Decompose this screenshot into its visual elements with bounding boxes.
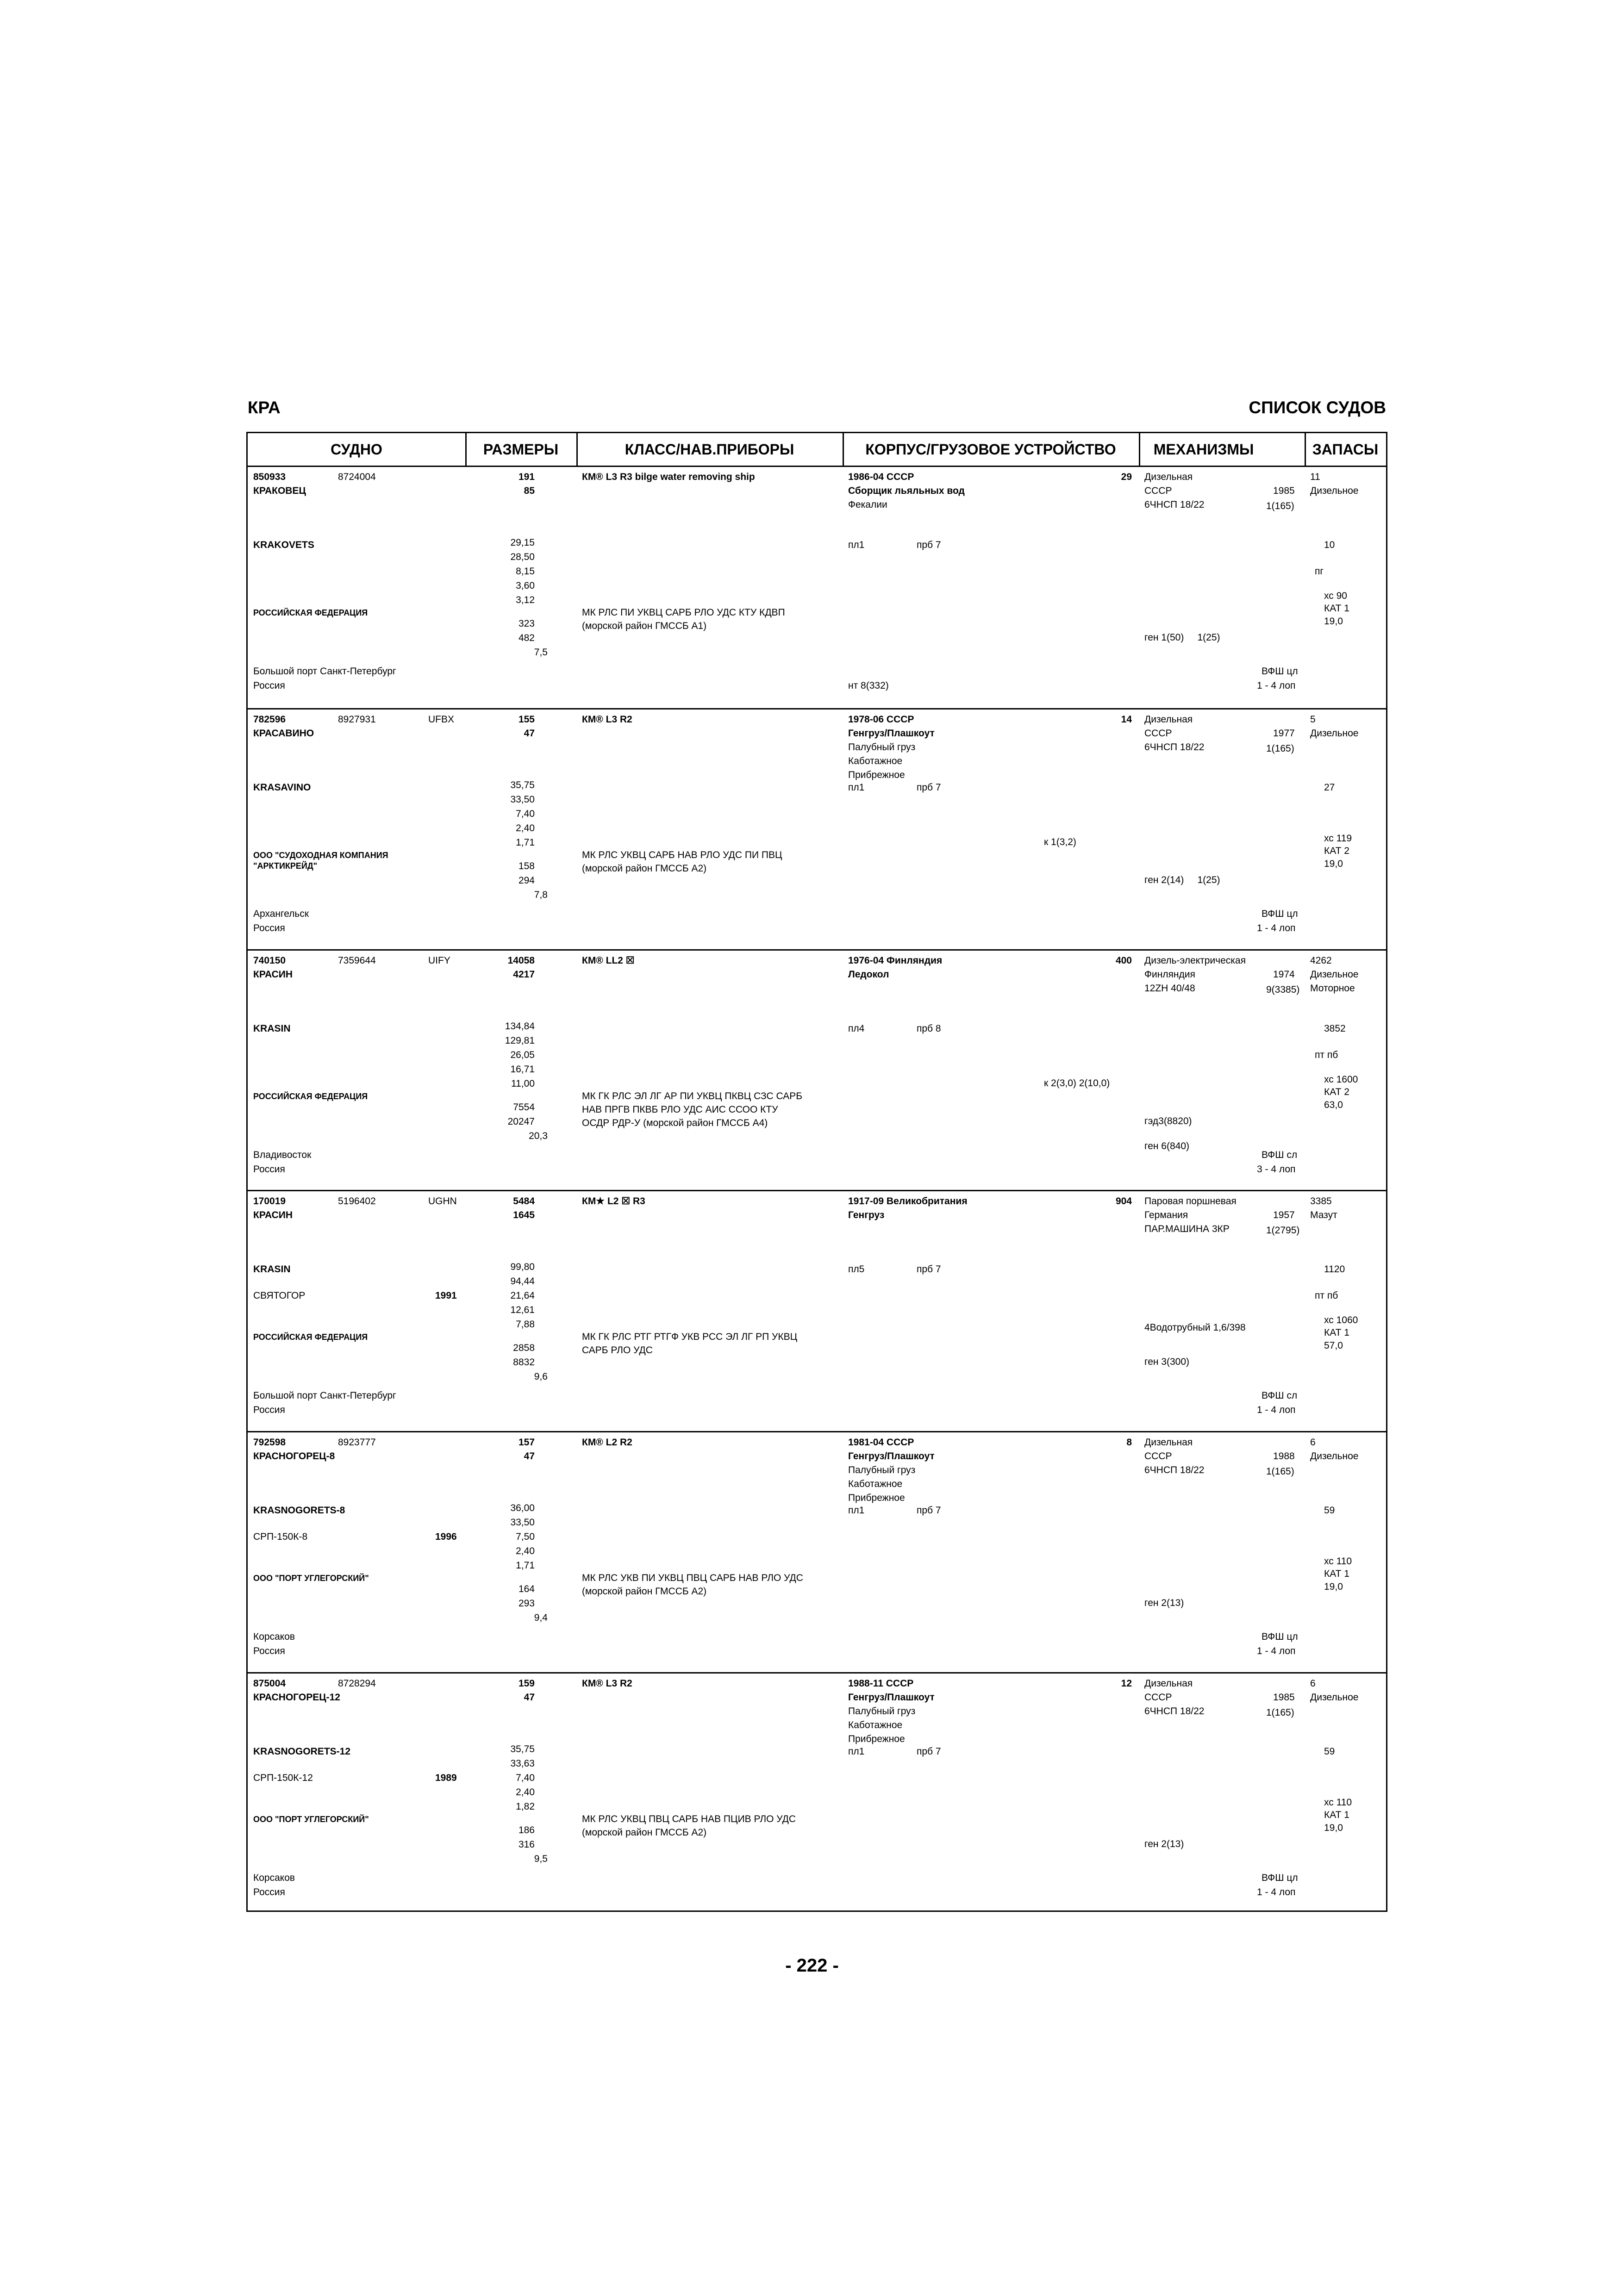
engine-type: Дизельная: [1144, 472, 1193, 482]
class-notation: КМ® L2 R2: [582, 1437, 632, 1448]
engine-year: 1977: [1273, 728, 1295, 739]
imo-number: 5196402: [338, 1196, 376, 1207]
navigation-equipment: МК РЛС ПИ УКВЦ САРБ РЛО УДС КТУ КДВП (морской район ГМССБ А1): [582, 607, 785, 631]
engine-count: 1(2795): [1266, 1225, 1300, 1236]
hold-count: пл1: [848, 1505, 865, 1516]
engine-type: Дизельная: [1144, 1678, 1193, 1689]
ship-name: КРАСИН: [253, 969, 293, 980]
build-year-country: 1981-04 СССР: [848, 1437, 914, 1448]
speed-hs: хс 1600: [1324, 1074, 1358, 1085]
ship-name: КРАСАВИНО: [253, 728, 314, 739]
dimension-value: 21,64: [510, 1290, 535, 1301]
home-port: Большой порт Санкт-Петербург: [253, 1390, 396, 1401]
tonnage-value: 20,3: [529, 1130, 548, 1141]
owner-name: ООО "ПОРТ УГЛЕГОРСКИЙ": [253, 1815, 369, 1824]
engine-model: 12ZH 40/48: [1144, 983, 1195, 994]
propellers: 1 - 4 лоп: [1257, 680, 1296, 691]
generators: ген 2(13): [1144, 1598, 1184, 1609]
engine-country: Финляндия: [1144, 969, 1195, 980]
stores-type: пг: [1315, 566, 1324, 577]
hull-feature: Палубный груз: [848, 1706, 916, 1717]
dimension-value: 129,81: [505, 1035, 535, 1046]
propellers: 3 - 4 лоп: [1257, 1164, 1296, 1175]
engine-country: СССР: [1144, 485, 1172, 496]
imo-number: 8927931: [338, 714, 376, 725]
dimension-value: 26,05: [510, 1049, 535, 1060]
ice-category: КАТ 2: [1324, 1086, 1349, 1097]
class-notation: КМ® L3 R2: [582, 714, 632, 725]
propulsion: ВФШ цл: [1262, 1631, 1298, 1643]
dimension-value: 7,50: [516, 1531, 535, 1543]
dimension-value: 1,82: [516, 1801, 535, 1812]
engine-country: СССР: [1144, 728, 1172, 739]
engine-type: Дизельная: [1144, 714, 1193, 725]
imo-number: 8728294: [338, 1678, 376, 1689]
ship-record: [248, 708, 1386, 949]
navigation-equipment: МК РЛС УКВ ПИ УКВЦ ПВЦ САРБ НАВ РЛО УДС (морской район ГМССБ А2): [582, 1573, 803, 1597]
stores-count: 11: [1310, 472, 1320, 482]
ship-name-latin: KRASNOGORETS-8: [253, 1505, 345, 1516]
flag-country: Россия: [253, 1164, 285, 1175]
hold-extra: прб 7: [917, 1264, 941, 1275]
tonnage-value: 158: [518, 860, 535, 871]
col-header-hull: КОРПУС/ГРУЗОВОЕ УСТРОЙСТВО: [865, 441, 1116, 458]
dimension-value: 36,00: [510, 1503, 535, 1514]
gross-tonnage: 191: [518, 472, 535, 482]
hull-type: Генгруз/Плашкоут: [848, 728, 935, 739]
hull-feature: Прибрежное: [848, 769, 905, 780]
net-tonnage: 1645: [513, 1210, 535, 1221]
owner-name-line2: "АРКТИКРЕЙД": [253, 861, 318, 871]
engine-count: 1(165): [1266, 1466, 1294, 1477]
hull-type: Сборщик льяльных вод: [848, 485, 965, 496]
build-year-country: 1917-09 Великобритания: [848, 1196, 968, 1207]
net-tonnage: 4217: [513, 969, 535, 980]
ship-record: [248, 949, 1386, 1190]
flag-country: Россия: [253, 680, 285, 691]
build-year-country: 1978-06 СССР: [848, 714, 914, 725]
tanks: нт 8(332): [848, 680, 889, 691]
dimension-value: 1,71: [516, 837, 535, 848]
dimension-value: 3,12: [516, 595, 535, 605]
dimension-value: 94,44: [510, 1276, 535, 1287]
class-notation: КМ® L3 R2: [582, 1678, 632, 1689]
hold-count: пл1: [848, 540, 865, 550]
reg-number: 875004: [253, 1678, 286, 1689]
reg-number: 792598: [253, 1437, 286, 1448]
stores-count: 6: [1310, 1678, 1316, 1689]
class-notation: КМ® LL2 ☒: [582, 955, 635, 966]
propellers: 1 - 4 лоп: [1257, 1646, 1296, 1657]
engine-model: 6ЧНСП 18/22: [1144, 741, 1205, 753]
home-port: Корсаков: [253, 1631, 295, 1643]
speed-value: 19,0: [1324, 1581, 1343, 1593]
generators: ген 2(13): [1144, 1839, 1184, 1849]
cargo-gear: к 2(3,0) 2(10,0): [1044, 1077, 1110, 1089]
engine-year: 1957: [1273, 1210, 1295, 1221]
ice-category: КАТ 1: [1324, 1810, 1349, 1820]
former-name: СРП-150К-8: [253, 1531, 308, 1543]
stores-value: 59: [1324, 1746, 1335, 1757]
dimension-value: 7,88: [516, 1319, 535, 1330]
ship-record: [248, 1190, 1386, 1431]
propellers: 1 - 4 лоп: [1257, 922, 1296, 933]
stores-fuel: Дизельное: [1310, 1451, 1359, 1462]
stores-fuel: Дизельное: [1310, 728, 1359, 739]
propulsion: ВФШ цл: [1262, 1873, 1298, 1883]
hull-type: Ледокол: [848, 969, 889, 980]
dimension-value: 2,40: [516, 822, 535, 834]
hold-count: пл1: [848, 1746, 865, 1757]
ship-name-latin: KRASIN: [253, 1264, 291, 1275]
ship-name: КРАСНОГОРЕЦ-8: [253, 1451, 335, 1462]
stores-fuel-2: Моторное: [1310, 983, 1355, 994]
engine-type: Дизельная: [1144, 1437, 1193, 1448]
hull-feature: Прибрежное: [848, 1734, 905, 1744]
engine-model: 6ЧНСП 18/22: [1144, 1465, 1205, 1476]
dimension-value: 2,40: [516, 1787, 535, 1798]
net-tonnage: 47: [524, 1692, 535, 1703]
engine-country: СССР: [1144, 1451, 1172, 1462]
former-name: СРП-150К-12: [253, 1773, 313, 1783]
ship-record: [248, 1431, 1386, 1672]
gross-tonnage: 159: [518, 1678, 535, 1689]
reg-number: 170019: [253, 1196, 286, 1207]
col-header-stores: ЗАПАСЫ: [1312, 441, 1379, 458]
dimension-value: 1,71: [516, 1560, 535, 1571]
hold-extra: прб 7: [917, 782, 941, 793]
ship-name: КРАСНОГОРЕЦ-12: [253, 1692, 340, 1703]
hull-feature: Фекалии: [848, 499, 887, 510]
col-header-machinery: МЕХАНИЗМЫ: [1153, 441, 1254, 458]
home-port: Владивосток: [253, 1149, 312, 1160]
stores-type: пт пб: [1315, 1290, 1338, 1301]
engine-year: 1985: [1273, 1692, 1295, 1703]
tonnage-value: 2858: [513, 1343, 535, 1354]
dimension-value: 35,75: [510, 1744, 535, 1755]
stores-value: 1120: [1324, 1264, 1345, 1275]
hull-feature: Палубный груз: [848, 741, 916, 753]
speed-value: 19,0: [1324, 1823, 1343, 1833]
imo-number: 8923777: [338, 1437, 376, 1448]
hull-feature: Прибрежное: [848, 1493, 905, 1504]
ice-category: КАТ 2: [1324, 845, 1349, 856]
call-sign: UFBX: [428, 714, 455, 725]
navigation-equipment: МК ГК РЛС РТГ РТГФ УКВ РСС ЭЛ ЛГ РП УКВЦ САРБ РЛО УДС: [582, 1332, 798, 1356]
stores-count: 4262: [1310, 955, 1332, 966]
col-header-dimensions: РАЗМЕРЫ: [483, 441, 559, 458]
header-title: СПИСОК СУДОВ: [1249, 398, 1386, 417]
build-year-country: 1986-04 СССР: [848, 472, 914, 482]
engine-model: ПАР.МАШИНА 3КР: [1144, 1224, 1230, 1235]
engine-model: 6ЧНСП 18/22: [1144, 499, 1205, 510]
owner-name: ООО "СУДОХОДНАЯ КОМПАНИЯ: [253, 850, 388, 860]
ice-category: КАТ 1: [1324, 1327, 1349, 1338]
engine-type: Дизель-электрическая: [1144, 955, 1246, 966]
flag-country: Россия: [253, 1646, 285, 1657]
dimension-value: 33,50: [510, 794, 535, 805]
hold-extra: прб 8: [917, 1023, 941, 1034]
engine-country: Германия: [1144, 1210, 1188, 1221]
propulsion: ВФШ цл: [1262, 666, 1298, 677]
speed-hs: хс 1060: [1324, 1315, 1358, 1326]
stores-count: 3385: [1310, 1196, 1332, 1207]
owner-name: ООО "ПОРТ УГЛЕГОРСКИЙ": [253, 1574, 369, 1583]
tonnage-value: 8832: [513, 1357, 535, 1368]
hold-extra: прб 7: [917, 540, 941, 550]
stores-count: 6: [1310, 1437, 1316, 1448]
imo-number: 7359644: [338, 955, 376, 966]
former-name-year: 1989: [435, 1773, 457, 1783]
navigation-equipment: МК ГК РЛС ЭЛ ЛГ АР ПИ УКВЦ ПКВЦ СЗС САРБ НАВ ПРГВ ПКВБ РЛО УДС АИС ССОО КТУ ОСДР РДР-У (морской район ГМССБ А4): [582, 1090, 803, 1128]
class-notation: КМ★ L2 ☒ R3: [582, 1196, 645, 1207]
ship-name-latin: KRASNOGORETS-12: [253, 1746, 351, 1757]
stores-value: 59: [1324, 1505, 1335, 1516]
generators: ген 2(14) 1(25): [1144, 874, 1220, 885]
stores-fuel: Дизельное: [1310, 969, 1359, 980]
hold-extra: прб 7: [917, 1746, 941, 1757]
speed-value: 19,0: [1324, 858, 1343, 869]
reg-number: 740150: [253, 955, 286, 966]
build-year-country: 1976-04 Финляндия: [848, 955, 943, 966]
ship-register-table: [246, 432, 1387, 1912]
deadweight: 14: [1121, 714, 1132, 725]
stores-value: 27: [1324, 782, 1335, 793]
hull-type: Генгруз: [848, 1210, 885, 1221]
stores-fuel: Дизельное: [1310, 485, 1359, 496]
tonnage-value: 9,6: [534, 1371, 548, 1382]
deadweight: 12: [1121, 1678, 1132, 1689]
dimension-value: 16,71: [510, 1064, 535, 1075]
stores-type: пт пб: [1315, 1049, 1338, 1060]
flag-country: Россия: [253, 922, 285, 933]
tonnage-value: 323: [518, 618, 535, 629]
engine-year: 1974: [1273, 969, 1295, 980]
engine-type: Паровая поршневая: [1144, 1196, 1237, 1207]
propulsion: ВФШ сл: [1262, 1390, 1298, 1401]
dimension-value: 7,40: [516, 1773, 535, 1783]
dimension-value: 33,50: [510, 1517, 535, 1528]
class-notation: КМ® L3 R3 bilge water removing ship: [582, 472, 755, 482]
ship-name-latin: KRASIN: [253, 1023, 291, 1034]
dimension-value: 29,15: [510, 537, 535, 548]
deadweight: 400: [1115, 955, 1132, 966]
page-number: - 222 -: [785, 1955, 839, 1976]
engine-year: 1988: [1273, 1451, 1295, 1462]
stores-value: 10: [1324, 540, 1335, 550]
dimension-value: 28,50: [510, 552, 535, 562]
dimension-value: 33,63: [510, 1758, 535, 1769]
hull-feature: Каботажное: [848, 1720, 903, 1730]
reg-number: 850933: [253, 472, 286, 482]
home-port: Большой порт Санкт-Петербург: [253, 666, 396, 677]
tonnage-value: 9,5: [534, 1854, 548, 1864]
gross-tonnage: 157: [518, 1437, 535, 1448]
build-year-country: 1988-11 СССР: [848, 1678, 914, 1689]
net-tonnage: 47: [524, 1451, 535, 1462]
speed-value: 63,0: [1324, 1099, 1343, 1110]
generators: ген 3(300): [1144, 1356, 1190, 1368]
gross-tonnage: 155: [518, 714, 535, 725]
ship-name: КРАКОВЕЦ: [253, 485, 306, 496]
navigation-equipment: МК РЛС УКВЦ ПВЦ САРБ НАВ ПЦИВ РЛО УДС (морской район ГМССБ А2): [582, 1814, 796, 1838]
engine-year: 1985: [1273, 485, 1295, 496]
tonnage-value: 294: [518, 875, 535, 886]
dimension-value: 134,84: [505, 1020, 535, 1032]
gross-tonnage: 5484: [513, 1196, 535, 1207]
tonnage-value: 164: [518, 1584, 535, 1595]
engine-count: 1(165): [1266, 501, 1294, 511]
speed-hs: хс 90: [1324, 591, 1347, 601]
stores-fuel: Дизельное: [1310, 1692, 1359, 1703]
speed-value: 19,0: [1324, 616, 1343, 627]
hold-count: пл5: [848, 1264, 865, 1275]
navigation-equipment: МК РЛС УКВЦ САРБ НАВ РЛО УДС ПИ ПВЦ (морской район ГМССБ А2): [582, 849, 782, 874]
engine-count: 1(165): [1266, 743, 1294, 754]
boiler: 4Водотрубный 1,6/398: [1144, 1322, 1246, 1333]
dimension-value: 7,40: [516, 808, 535, 819]
tonnage-value: 482: [518, 633, 535, 643]
hold-count: пл1: [848, 782, 865, 793]
ice-category: КАТ 1: [1324, 1568, 1349, 1580]
stores-value: 3852: [1324, 1023, 1346, 1034]
generators: ген 1(50) 1(25): [1144, 632, 1220, 643]
owner-name: РОССИЙСКАЯ ФЕДЕРАЦИЯ: [253, 1091, 368, 1101]
dimension-value: 2,40: [516, 1546, 535, 1557]
tonnage-value: 7,8: [534, 889, 548, 900]
header-section-code: КРА: [248, 398, 281, 417]
flag-country: Россия: [253, 1887, 285, 1898]
tonnage-value: 316: [518, 1839, 535, 1850]
ship-record: [248, 467, 1386, 708]
propulsion: ВФШ цл: [1262, 908, 1298, 919]
net-tonnage: 47: [524, 728, 535, 739]
ship-name: КРАСИН: [253, 1210, 293, 1221]
hull-feature: Палубный груз: [848, 1465, 916, 1476]
dimension-value: 3,60: [516, 580, 535, 591]
speed-value: 57,0: [1324, 1340, 1343, 1351]
ship-name-latin: KRASAVINO: [253, 782, 311, 793]
engine-model: 6ЧНСП 18/22: [1144, 1706, 1205, 1717]
propellers: 1 - 4 лоп: [1257, 1887, 1296, 1898]
generators: гэд3(8820) ген 6(840): [1144, 1115, 1192, 1151]
hull-feature: Каботажное: [848, 755, 903, 766]
dimension-value: 35,75: [510, 779, 535, 790]
deadweight: 8: [1126, 1437, 1132, 1448]
tonnage-value: 293: [518, 1598, 535, 1609]
former-name-year: 1991: [435, 1290, 457, 1301]
stores-fuel: Мазут: [1310, 1210, 1337, 1221]
dimension-value: 12,61: [510, 1305, 535, 1316]
engine-country: СССР: [1144, 1692, 1172, 1703]
call-sign: UIFY: [428, 955, 450, 966]
tonnage-value: 7,5: [534, 647, 548, 658]
tonnage-value: 186: [518, 1825, 535, 1836]
tonnage-value: 9,4: [534, 1612, 548, 1624]
home-port: Корсаков: [253, 1873, 295, 1883]
dimension-value: 8,15: [516, 566, 535, 577]
former-name-year: 1996: [435, 1531, 457, 1543]
hull-feature: Каботажное: [848, 1479, 903, 1490]
gross-tonnage: 14058: [507, 955, 535, 966]
ship-record: [248, 1672, 1386, 1913]
cargo-gear: к 1(3,2): [1044, 836, 1076, 847]
call-sign: UGHN: [428, 1196, 457, 1207]
net-tonnage: 85: [524, 485, 535, 496]
speed-hs: хс 110: [1324, 1797, 1352, 1808]
owner-name: РОССИЙСКАЯ ФЕДЕРАЦИЯ: [253, 608, 368, 617]
tonnage-value: 20247: [507, 1116, 535, 1127]
col-header-class: КЛАСС/НАВ.ПРИБОРЫ: [625, 441, 794, 458]
home-port: Архангельск: [253, 908, 309, 919]
hold-extra: прб 7: [917, 1505, 941, 1516]
speed-hs: хс 119: [1324, 833, 1352, 844]
ice-category: КАТ 1: [1324, 603, 1349, 614]
former-name: СВЯТОГОР: [253, 1290, 306, 1301]
dimension-value: 99,80: [510, 1262, 535, 1273]
imo-number: 8724004: [338, 472, 376, 482]
deadweight: 904: [1115, 1196, 1132, 1207]
ship-name-latin: KRAKOVETS: [253, 540, 314, 550]
propulsion: ВФШ сл: [1262, 1149, 1298, 1160]
dimension-value: 11,00: [511, 1078, 535, 1089]
deadweight: 29: [1121, 472, 1132, 482]
owner-name: РОССИЙСКАЯ ФЕДЕРАЦИЯ: [253, 1332, 368, 1342]
engine-count: 9(3385): [1266, 984, 1300, 995]
hull-type: Генгруз/Плашкоут: [848, 1451, 935, 1462]
reg-number: 782596: [253, 714, 286, 725]
engine-count: 1(165): [1266, 1707, 1294, 1718]
flag-country: Россия: [253, 1405, 285, 1416]
hold-count: пл4: [848, 1023, 865, 1034]
col-header-ship: СУДНО: [331, 441, 382, 458]
tonnage-value: 7554: [513, 1101, 535, 1113]
propellers: 1 - 4 лоп: [1257, 1405, 1296, 1416]
hull-type: Генгруз/Плашкоут: [848, 1692, 935, 1703]
stores-count: 5: [1310, 714, 1316, 725]
speed-hs: хс 110: [1324, 1556, 1352, 1567]
